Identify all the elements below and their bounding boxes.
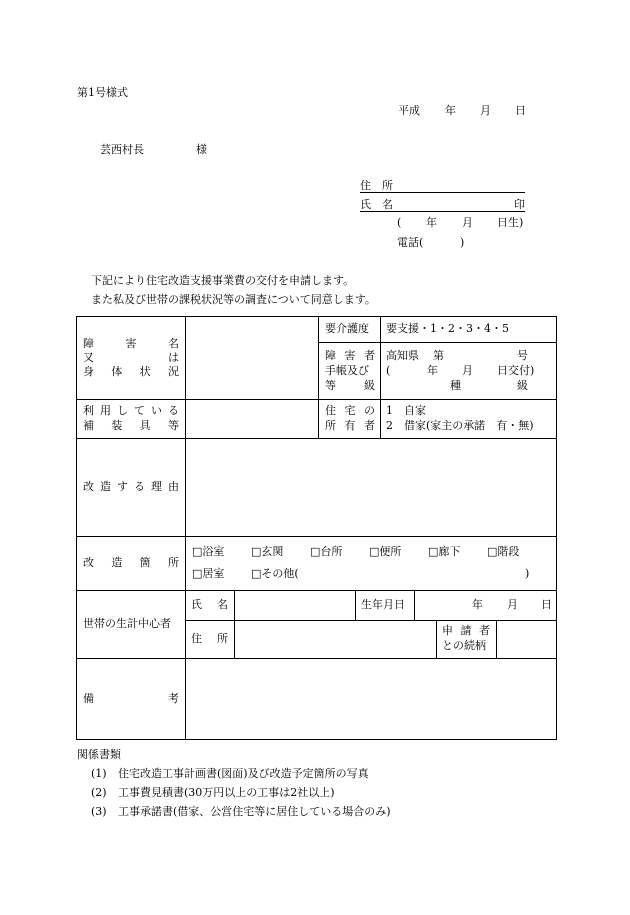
notebook-label-line1: 障 害 者: [325, 349, 375, 362]
owner-option-2: 2 借家(家主の承諾 有・無): [386, 419, 534, 432]
notebook-issued: 日交付): [497, 364, 535, 377]
relation-label-line1: 申 請 者: [442, 624, 490, 637]
disability-label-line3: 身 体 状 況: [83, 365, 179, 378]
applicant-birth-day: 日生): [497, 216, 524, 229]
location-toilet[interactable]: □便所: [369, 545, 402, 558]
notebook-label-line3: 等 級: [325, 379, 375, 392]
owner-label-line2: 所 有 者: [325, 419, 375, 432]
location-bath[interactable]: □浴室: [192, 545, 225, 558]
owner-option-1: 1 自家: [386, 404, 426, 417]
notebook-open: (: [386, 364, 391, 377]
household-birth-label: 生年月日: [361, 598, 405, 611]
household-name-label: 氏 名: [191, 598, 228, 611]
applicant-name-label: 氏 名: [360, 198, 393, 211]
document-2-text: 工事費見積書(30万円以上の工事は2社以上): [118, 786, 335, 799]
documents-title: 関係書類: [77, 748, 121, 761]
owner-label-line1: 住 宅 の: [325, 404, 375, 417]
notebook-year: 年: [427, 364, 438, 377]
household-address-label: 住 所: [191, 632, 228, 645]
location-entrance[interactable]: □玄関: [251, 545, 284, 558]
aids-label-line2: 補 装 具 等: [83, 419, 179, 432]
location-other[interactable]: □その他(: [251, 567, 299, 580]
document-1-num: (1): [91, 767, 107, 780]
applicant-birth-open: (: [397, 216, 402, 229]
notebook-month: 月: [462, 364, 473, 377]
location-stairs[interactable]: □階段: [487, 545, 520, 558]
location-hallway[interactable]: □廊下: [428, 545, 461, 558]
household-birth-month: 月: [507, 598, 518, 611]
location-living[interactable]: □居室: [192, 567, 225, 580]
disability-label-line2: 又 は: [83, 351, 179, 364]
household-label: 世帯の生計中心者: [83, 617, 171, 630]
document-3-num: (3): [91, 805, 107, 818]
location-label: 改 造 箇 所: [83, 556, 179, 569]
document-3-text: 工事承諾書(借家、公営住宅等に居住している場合のみ): [118, 805, 391, 818]
document-2-num: (2): [91, 786, 107, 799]
applicant-phone-close: ): [460, 236, 465, 249]
applicant-birth-month: 月: [462, 216, 473, 229]
household-birth-day: 日: [541, 598, 552, 611]
date-year: 年: [445, 104, 456, 117]
addressee-honorific: 様: [196, 143, 207, 156]
address-underline: [360, 192, 525, 193]
notebook-go: 号: [517, 349, 528, 362]
location-other-close: ): [525, 567, 530, 580]
seal-mark: 印: [514, 198, 525, 211]
notebook-pref: 高知県: [386, 349, 419, 362]
notebook-kyu: 級: [517, 379, 528, 392]
care-level-value: 要支援・1・2・3・4・5: [386, 322, 509, 335]
household-birth-year: 年: [472, 598, 483, 611]
relation-label-line2: との続柄: [442, 639, 486, 652]
applicant-birth-year: 年: [426, 216, 437, 229]
disability-label-line1: 障 害 名: [83, 337, 179, 350]
applicant-phone-label: 電話(: [397, 236, 424, 249]
form-number: 第1号様式: [77, 86, 128, 99]
date-month: 月: [480, 104, 491, 117]
notebook-label-line2: 手帳及び: [325, 364, 369, 377]
date-era: 平成: [398, 104, 420, 117]
intro-line-2: また私及び世帯の課税状況等の調査について同意します。: [91, 293, 376, 306]
name-underline: [360, 211, 525, 212]
applicant-address-label: 住 所: [360, 179, 393, 192]
date-day: 日: [515, 104, 526, 117]
notebook-shu: 種: [450, 379, 461, 392]
aids-label-line1: 利 用 し て い る: [83, 404, 179, 417]
notebook-dai: 第: [433, 349, 444, 362]
document-1-text: 住宅改造工事計画書(図面)及び改造予定箇所の写真: [118, 767, 369, 780]
intro-line-1: 下記により住宅改造支援事業費の交付を申請します。: [91, 274, 355, 287]
location-kitchen[interactable]: □台所: [310, 545, 343, 558]
care-level-label: 要介護度: [325, 322, 369, 335]
remarks-label: 備 考: [83, 692, 179, 705]
reason-label: 改 造 す る 理 由: [83, 480, 179, 493]
addressee: 芸西村長: [100, 143, 144, 156]
